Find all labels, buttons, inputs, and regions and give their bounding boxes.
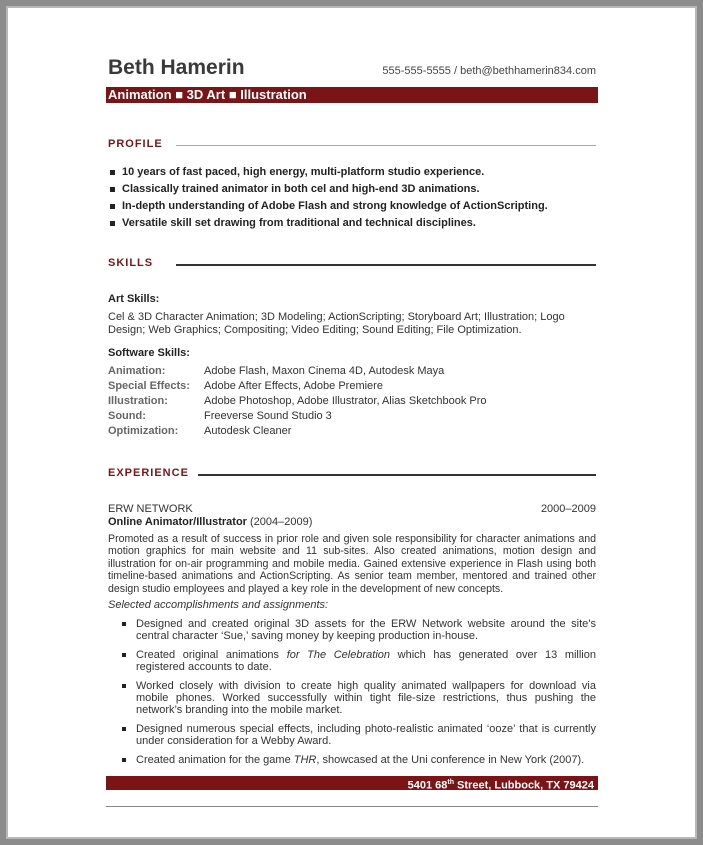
profile-list xyxy=(108,164,598,232)
list-item: Designed numerous special effects, including photo-realistic animated ‘ooze’ that is currently under consideration for a Webby Award. xyxy=(136,723,596,747)
job-title xyxy=(108,516,312,528)
bullet-icon xyxy=(110,187,115,192)
list-item: 10 years of fast paced, high energy, multi-platform studio experience. xyxy=(108,164,598,181)
contact-info: 555-555-5555 / beth@bethhamerin834.com xyxy=(382,65,596,77)
art-skills-label: Art Skills: xyxy=(108,293,160,305)
skills-divider xyxy=(176,264,596,266)
software-skills-label: Software Skills: xyxy=(108,347,190,359)
accomplishments-list xyxy=(136,618,596,773)
accomplishments-label: Selected accomplishments and assignments: xyxy=(108,599,329,611)
tagline-item: Illustration xyxy=(240,87,307,102)
table-row: Optimization: Autodesk Cleaner xyxy=(108,424,292,437)
table-row: Illustration: Adobe Photoshop, Adobe Illustrator, Alias Sketchbook Pro xyxy=(108,394,487,407)
table-row: Animation: Adobe Flash, Maxon Cinema 4D, Autodesk Maya xyxy=(108,364,445,377)
table-row: Special Effects: Adobe After Effects, Adobe Premiere xyxy=(108,379,383,392)
list-item: In-depth understanding of Adobe Flash and strong knowledge of ActionScripting. xyxy=(108,198,598,215)
profile-heading: PROFILE xyxy=(108,138,163,150)
bullet-icon xyxy=(122,622,126,626)
bullet-icon xyxy=(110,170,115,175)
company-years: 2000–2009 xyxy=(540,503,596,515)
footer-divider xyxy=(106,806,598,807)
list-item: Worked closely with division to create high quality animated wallpapers for download via mobile phones. Worked successfully within tight file-size restrictions, thus pushing the network’s branding into the mobile market. xyxy=(136,680,596,716)
bullet-icon xyxy=(122,758,126,762)
list-item: Classically trained animator in both cel and high-end 3D animations. xyxy=(108,181,598,198)
role-title: Online Animator/Illustrator xyxy=(108,516,247,528)
address-street: Street, Lubbock, TX 79424 xyxy=(454,779,594,792)
tagline-item: Animation xyxy=(108,87,172,102)
bullet-icon xyxy=(122,653,126,657)
square-bullet-icon: ■ xyxy=(175,87,187,102)
profile-divider xyxy=(176,145,596,146)
experience-heading: EXPERIENCE xyxy=(108,467,189,479)
bullet-icon xyxy=(110,204,115,209)
art-skills-text: Cel & 3D Character Animation; 3D Modeling; ActionScripting; Storyboard Art; Illustration; Logo Design; Web Graphics; Compositing; Video Editing; Sound Editing; File Optimization. xyxy=(108,311,565,336)
footer-address-bar xyxy=(106,776,598,790)
experience-summary: Promoted as a result of success in prior role and given sole responsibility for character animations and motion graphics for main website and 11 sub-sites. Also created animations, motion design and illustration for on-air programming and mobile media. Gained extensive experience in Flash using both timeline-based animations and ActionScripting. As senior team member, mentored and trained other design studio employees and played a key role in the development of new concepts. xyxy=(108,533,596,595)
company-name: ERW NETWORK xyxy=(108,503,193,515)
tagline-item: 3D Art xyxy=(186,87,226,102)
list-item: Created animation for the game THR, showcased at the Uni conference in New York (2007). xyxy=(136,754,596,766)
bullet-icon xyxy=(110,221,115,226)
skills-heading: SKILLS xyxy=(108,257,154,269)
square-bullet-icon: ■ xyxy=(228,87,241,102)
candidate-name: Beth Hamerin xyxy=(108,56,245,79)
list-item: Versatile skill set drawing from traditional and technical disciplines. xyxy=(108,215,598,232)
tagline-bar xyxy=(106,87,598,103)
bullet-icon xyxy=(122,684,126,688)
address-ordinal: th xyxy=(447,779,454,786)
list-item: Designed and created original 3D assets for the ERW Network website around the site’s central character ‘Sue,’ saving money by keeping production in-house. xyxy=(136,618,596,642)
software-skills-table xyxy=(108,363,487,438)
address-number: 5401 68 xyxy=(407,779,448,792)
role-years: (2004–2009) xyxy=(250,516,313,528)
bullet-icon xyxy=(122,727,126,731)
list-item: Created original animations for The Celebration which has generated over 13 million registered accounts to date. xyxy=(136,649,596,673)
experience-divider xyxy=(198,474,596,476)
table-row: Sound: Freeverse Sound Studio 3 xyxy=(108,409,332,422)
